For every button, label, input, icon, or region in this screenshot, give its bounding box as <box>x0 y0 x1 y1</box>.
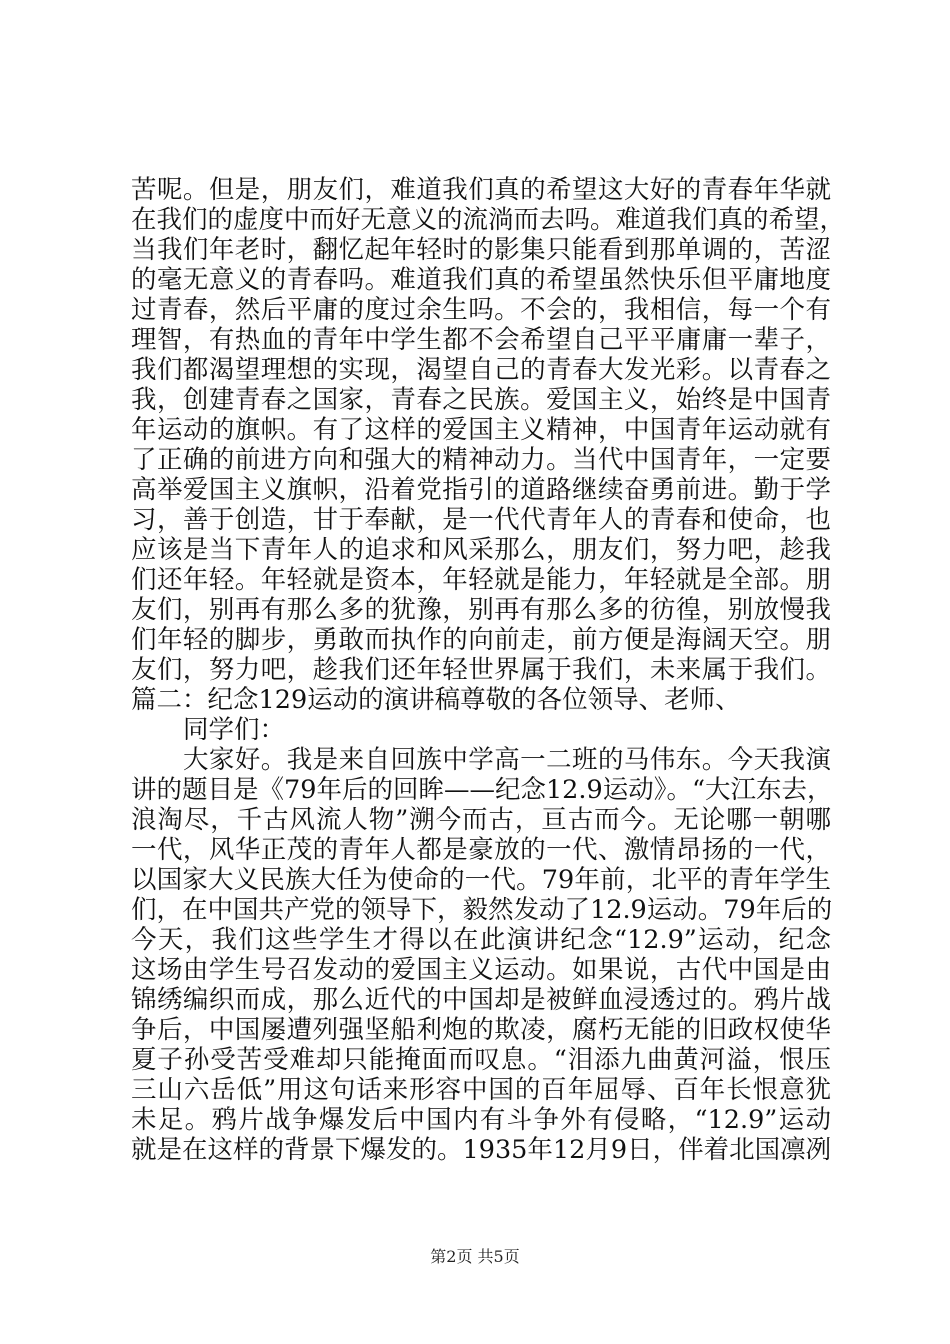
salutation: 同学们： <box>183 715 286 745</box>
text-line: 友们，别再有那么多的犹豫，别再有那么多的彷徨，别放慢我 <box>131 595 831 625</box>
text-line: 三山六岳低”用这句话来形容中国的百年屈辱、百年长恨意犹 <box>131 1075 831 1105</box>
text-line: 讲的题目是《79年后的回眸——纪念12.9运动》。“大江东去， <box>131 775 833 805</box>
text-line: 们，在中国共产党的领导下，毅然发动了12.9运动。79年后的 <box>131 895 833 925</box>
text-line: 苦呢。但是，朋友们，难道我们真的希望这大好的青春年华就 <box>131 175 831 205</box>
text-line: 了正确的前进方向和强大的精神动力。当代中国青年，一定要 <box>131 445 831 475</box>
text-line: 以国家大义民族大任为使命的一代。79年前，北平的青年学生 <box>131 865 831 895</box>
text-line: 过青春，然后平庸的度过余生吗。不会的，我相信，每一个有 <box>131 295 831 325</box>
text-line: 争后，中国屡遭列强坚船利炮的欺凌，腐朽无能的旧政权使华 <box>131 1015 831 1045</box>
text-line: 未足。鸦片战争爆发后中国内有斗争外有侵略，“12.9”运动 <box>131 1105 831 1135</box>
text-line: 在我们的虚度中而好无意义的流淌而去吗。难道我们真的希望， <box>131 205 846 235</box>
text-line: 习，善于创造，甘于奉献，是一代代青年人的青春和使命，也 <box>131 505 831 535</box>
document-body <box>131 175 846 1165</box>
section-heading: 篇二：纪念129运动的演讲稿尊敬的各位领导、老师、 <box>131 685 741 715</box>
text-line: 这场由学生号召发动的爱国主义运动。如果说，古代中国是由 <box>131 955 831 985</box>
text-line: 我们都渴望理想的实现，渴望自己的青春大发光彩。以青春之 <box>131 355 831 385</box>
text-line: 就是在这样的背景下爆发的。1935年12月9日，伴着北国凛冽 <box>131 1135 832 1165</box>
text-line: 我，创建青春之国家，青春之民族。爱国主义，始终是中国青 <box>131 385 831 415</box>
text-line: 一代，风华正茂的青年人都是豪放的一代、激情昂扬的一代， <box>131 835 831 865</box>
text-line: 年运动的旗帜。有了这样的爱国主义精神，中国青年运动就有 <box>131 415 831 445</box>
text-line: 今天，我们这些学生才得以在此演讲纪念“12.9”运动，纪念 <box>131 925 831 955</box>
text-line: 理智，有热血的青年中学生都不会希望自己平平庸庸一辈子， <box>131 325 831 355</box>
text-line: 夏子孙受苦受难却只能掩面而叹息。“泪添九曲黄河溢，恨压 <box>131 1045 831 1075</box>
text-line: 友们，努力吧，趁我们还年轻世界属于我们，未来属于我们。 <box>131 655 831 685</box>
text-line: 大家好。我是来自回族中学高一二班的马伟东。今天我演 <box>183 745 831 775</box>
text-line: 们还年轻。年轻就是资本，年轻就是能力，年轻就是全部。朋 <box>131 565 831 595</box>
page-number-footer: 第2页 共5页 <box>430 1247 520 1266</box>
text-line: 当我们年老时，翻忆起年轻时的影集只能看到那单调的，苦涩 <box>131 235 831 265</box>
text-line: 们年轻的脚步，勇敢而执作的向前走，前方便是海阔天空。朋 <box>131 625 831 655</box>
text-line: 的毫无意义的青春吗。难道我们真的希望虽然快乐但平庸地度 <box>131 265 831 295</box>
text-line: 浪淘尽，千古风流人物”溯今而古，亘古而今。无论哪一朝哪 <box>131 805 831 835</box>
text-line: 高举爱国主义旗帜，沿着党指引的道路继续奋勇前进。勤于学 <box>131 475 831 505</box>
text-line: 锦绣编织而成，那么近代的中国却是被鲜血浸透过的。鸦片战 <box>131 985 831 1015</box>
text-line: 应该是当下青年人的追求和风采那么，朋友们，努力吧，趁我 <box>131 535 831 565</box>
